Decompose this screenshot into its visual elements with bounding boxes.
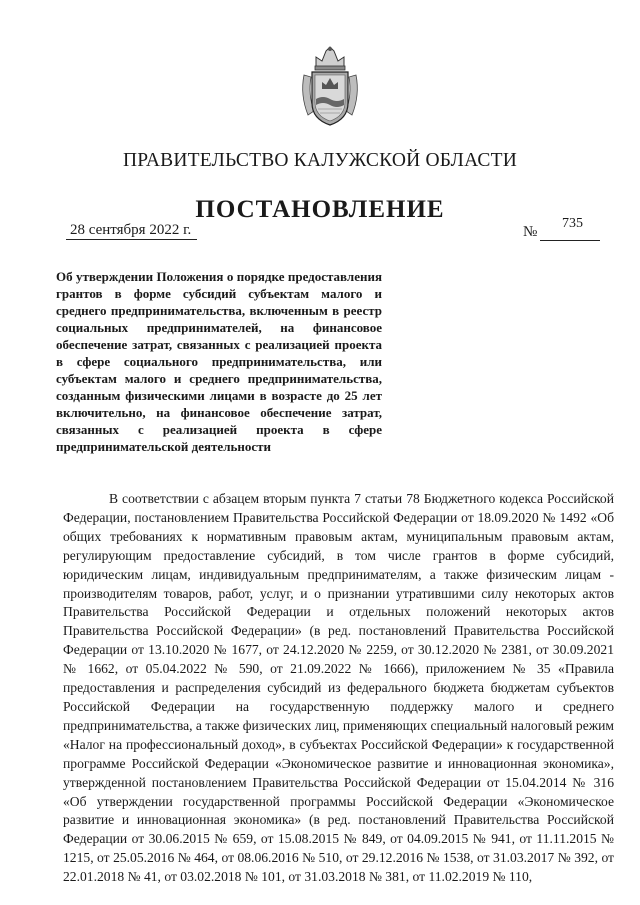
- body-paragraph: В соответствии с абзацем вторым пункта 7 статьи 78 Бюджетного кодекса Российской Федерации, постановлением Правительства Российской Федерации от 18.09.2020 № 1492 «Об общих требованиях к нормативным правовым актам, муниципальным правовым актам, регулирующим предоставление субсидий, в том числе грантов в форме субсидий, юридическим лицам, индивидуальным предпринимателям, а также физическим лицам - производителям товаров, работ, услуг, и о признании утратившими силу некоторых актов Правительства Российской Федерации и отдельных положений некоторых актов Правительства Российской Федерации» (в ред. постановлений Правительства Российской Федерации от 13.10.2020 № 1677, от 24.12.2020 № 2259, от 30.12.2020 № 2381, от 30.09.2021 № 1662, от 05.04.2022 № 590, от 21.09.2022 № 1666), приложением № 35 «Правила предоставления и распределения субсидий из федерального бюджета бюджетам субъектов Российской Федерации на государственную поддержку малого и среднего предпринимательства, а также физических лиц, применяющих специальный налоговый режим «Налог на профессиональный доход», в субъектах Российской Федерации» к государственной программе Российской Федерации «Экономическое развитие и инновационная экономика», утвержденной постановлением Правительства Российской Федерации от 15.04.2014 № 316 «Об утверждении государственной программы Российской Федерации «Экономическое развитие и инновационная экономика» (в ред. постановлений Правительства Российской Федерации от 30.06.2015 № 659, от 15.08.2015 № 849, от 04.09.2015 № 941, от 11.11.2015 № 1215, от 25.05.2016 № 464, от 08.06.2016 № 510, от 29.12.2016 № 1538, от 31.03.2017 № 392, от 22.01.2018 № 41, от 03.02.2018 № 101, от 31.03.2018 № 381, от 11.02.2019 № 110,: [63, 491, 615, 885]
- document-type-title: ПОСТАНОВЛЕНИЕ: [195, 196, 445, 223]
- kaluga-coat-of-arms-icon: [298, 45, 362, 129]
- document-number: 735: [562, 216, 583, 231]
- document-subject: Об утверждении Положения о порядке предоставления грантов в форме субсидий субъектам малого и среднего предпринимательства, включенным в реестр социальных предпринимателей, на финансовое обеспечение затрат, связанных с реализацией проекта в сфере социального предпринимательства, или субъектам малого и среднего предпринимательства, созданным физическими лицами в возрасте до 25 лет включительно, на финансовое обеспечение затрат, связанных с реализацией проекта в сфере предпринимательской деятельности: [56, 269, 382, 454]
- number-label: №: [523, 224, 538, 240]
- number-underline: [540, 240, 600, 241]
- government-title: ПРАВИТЕЛЬСТВО КАЛУЖСКОЙ ОБЛАСТИ: [123, 150, 517, 171]
- document-date: 28 сентября 2022 г.: [66, 222, 197, 240]
